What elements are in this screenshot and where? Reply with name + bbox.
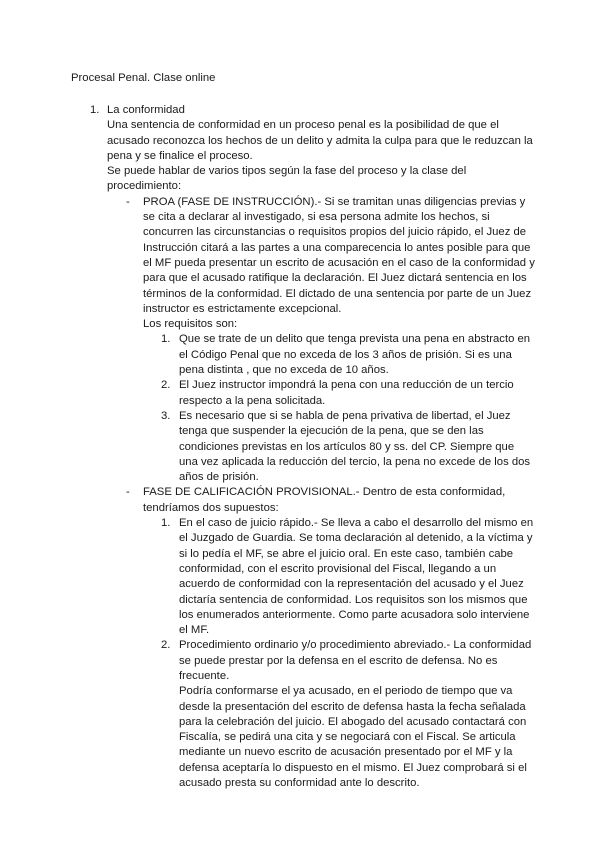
section-body	[107, 103, 535, 791]
list-item-text: Procedimiento ordinario y/o procedimiento abreviado.- La conformidad se puede prestar por la defensa en el escrito de defensa. No es frecuente.	[179, 639, 532, 682]
section-number: 1.	[90, 104, 100, 116]
list-item-text: En el caso de juicio rápido.- Se lleva a cabo el desarrollo del mismo en el Juzgado de Guardia. Se toma declaración al detenido, a la víctima y si lo pedía el MF, se abre el juicio oral. En este caso, también cabe conformidad, con el escrito provisional del Fiscal, llegando a un acuerdo de conformidad con la representación del acusado y el Juez dictaría sentencia de conformidad. Los requisitos son los mismos que los enumerados anteriormente. Como parte acusadora solo interviene el MF.	[179, 517, 534, 637]
dash-item-proa	[126, 195, 535, 486]
list-item-number: 3.	[161, 409, 171, 422]
list-item-number: 2.	[161, 639, 171, 652]
document-title: Procesal Penal. Clase online	[71, 72, 216, 84]
dash-item-text: PROA (FASE DE INSTRUCCIÓN).- Si se tramitan unas diligencias previas y se cita a declarar al investigado, si esa persona admite los hechos, si concurren las circunstancias o requisitos propios del juicio rápido, el Juez de Instrucción citará a las partes a una comparecencia lo antes posible para que el MF pueda presentar un escrito de acusación en el caso de la conformidad y para que el acusado ratifique la declaración. El Juez dictará sentencia en los términos de la conformidad. El dictado de una sentencia por parte de un Juez instructor es estrictamente excepcional.	[143, 195, 535, 315]
section-types-intro: Se puede hablar de varios tipos según la fase del proceso y la clase del procedimiento:	[107, 165, 467, 193]
list-item-number: 1.	[161, 333, 171, 346]
section-intro: Una sentencia de conformidad en un proceso penal es la posibilidad de que el acusado reconozca los hechos de un delito y admita la culpa para que le reduzcan la pena y se finalice el proceso.	[107, 119, 533, 162]
list-item-number: 2.	[161, 379, 171, 392]
list-item	[161, 378, 535, 409]
requirements-label: Los requisitos son:	[143, 318, 238, 331]
list-item-text: Que se trate de un delito que tenga prevista una pena en abstracto en el Código Penal que no exceda de los 3 años de prisión. Si es una pena distinta , que no exceda de 10 años.	[179, 333, 531, 377]
list-item-text-continued: Podría conformarse el ya acusado, en el periodo de tiempo que va desde la presentación del escrito de defensa hasta la fecha señalada para la celebración del juicio. El abogado del acusado contactará con Fiscalía, se pedirá una cita y se negociará con el Fiscal. Se articula mediante un nuevo escrito de acusación presentado por el MF y la defensa aceptaría lo dispuesto en el mismo. El Juez comprobará si el acusado presta su conformidad ante lo descrito.	[179, 685, 527, 790]
list-item	[161, 516, 535, 638]
list-item-text: Es necesario que si se habla de pena privativa de libertad, el Juez tenga que suspender la ejecución de la pena, que se den las condiciones previstas en los artículos 80 y ss. del CP. Siempre que una vez aplicada la reducción del tercio, la pena no excede de los dos años de prisión.	[179, 409, 531, 484]
dash-marker: -	[126, 486, 130, 499]
requirements-list	[143, 332, 535, 485]
section-conformidad	[90, 103, 535, 791]
list-item	[161, 332, 535, 378]
list-item	[161, 638, 535, 791]
dash-item-text: FASE DE CALIFICACIÓN PROVISIONAL.- Dentro de esta conformidad, tendríamos dos supuestos:	[143, 486, 506, 514]
dash-marker: -	[126, 195, 130, 208]
list-item-number: 1.	[161, 517, 171, 530]
supuestos-list	[143, 516, 535, 791]
dash-item-calificacion	[126, 485, 535, 791]
section-heading: La conformidad	[107, 104, 185, 116]
list-item-text: El Juez instructor impondrá la pena con una reducción de un tercio respecto a la pena solicitada.	[179, 379, 514, 407]
list-item	[161, 409, 535, 485]
